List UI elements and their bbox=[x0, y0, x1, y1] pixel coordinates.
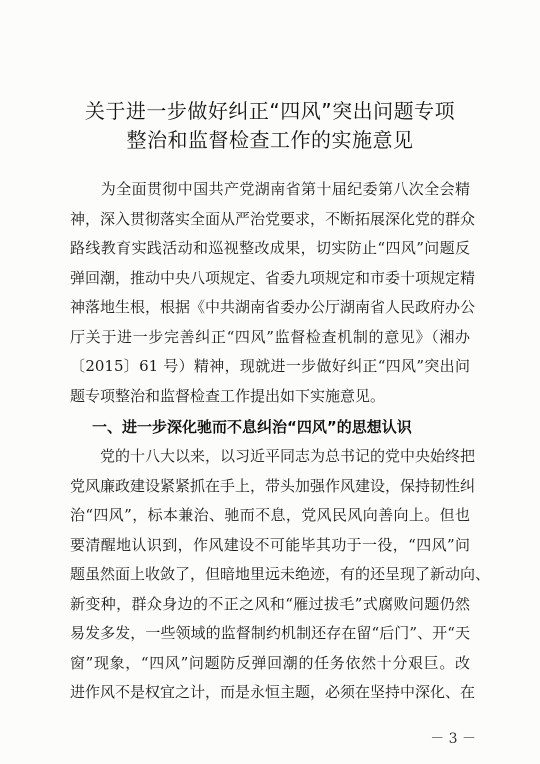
paragraph-2-line: 要清醒地认识到，作风建设不可能毕其功于一役，“四风”问 bbox=[70, 535, 470, 554]
document-title-line-1: 关于进一步做好纠正“四风”突出问题专项 bbox=[84, 99, 456, 123]
paragraph-1-line: 神，深入贯彻落实全面从严治党要求，不断拓展深化党的群众 bbox=[70, 209, 476, 228]
paragraph-2-line: 窗”现象，“四风”问题防反弹回潮的任务依然十分艰巨。改 bbox=[70, 653, 470, 672]
paragraph-2-line: 党的十八大以来，以习近平同志为总书记的党中央始终把 bbox=[70, 447, 476, 465]
paragraph-2-line: 治“四风”，标本兼治、驰而不息，党风民风向善向上。但也 bbox=[70, 506, 470, 524]
paragraph-1-line: 为全面贯彻中国共产党湖南省第十届纪委第八次全会精 bbox=[70, 180, 470, 198]
page-number: － 3 － bbox=[430, 731, 476, 747]
paragraph-2-line: 党风廉政建设紧紧抓在手上，带头加强作风建设，保持韧性纠 bbox=[70, 476, 476, 495]
paragraph-1-line: 路线教育实践活动和巡视整改成果，切实防止“四风”问题反 bbox=[70, 239, 470, 257]
paragraph-1-line: 弹回潮，推动中央八项规定、省委九项规定和市委十项规定精 bbox=[70, 268, 476, 287]
paragraph-1-line: 〔2015〕61 号）精神，现就进一步做好纠正“四风”突出问 bbox=[70, 357, 470, 375]
paragraph-2-line: 进作风不是权宜之计，而是永恒主题，必须在坚持中深化、在 bbox=[70, 683, 476, 701]
paragraph-2-line: 易发多发，一些领域的监督制约机制还存在留“后门”、开“天 bbox=[70, 624, 470, 642]
section-1-heading: 一、进一步深化驰而不息纠治“四风”的思想认识 bbox=[92, 418, 412, 436]
document-title-line-2: 整治和监督检查工作的实施意见 bbox=[126, 128, 414, 152]
paragraph-2-line: 题虽然面上收敛了，但暗地里远未绝迹，有的还呈现了新动向、 bbox=[70, 565, 491, 583]
paragraph-1-line: 题专项整治和监督检查工作提出如下实施意见。 bbox=[70, 386, 386, 405]
paragraph-2-line: 新变种，群众身边的不正之风和“雁过拔毛”式腐败问题仍然 bbox=[70, 594, 470, 613]
paragraph-1-line: 厅关于进一步完善纠正“四风”监督检查机制的意见》（湘办 bbox=[70, 327, 470, 346]
paragraph-1-line: 神落地生根，根据《中共湖南省委办公厅湖南省人民政府办公 bbox=[70, 298, 476, 316]
